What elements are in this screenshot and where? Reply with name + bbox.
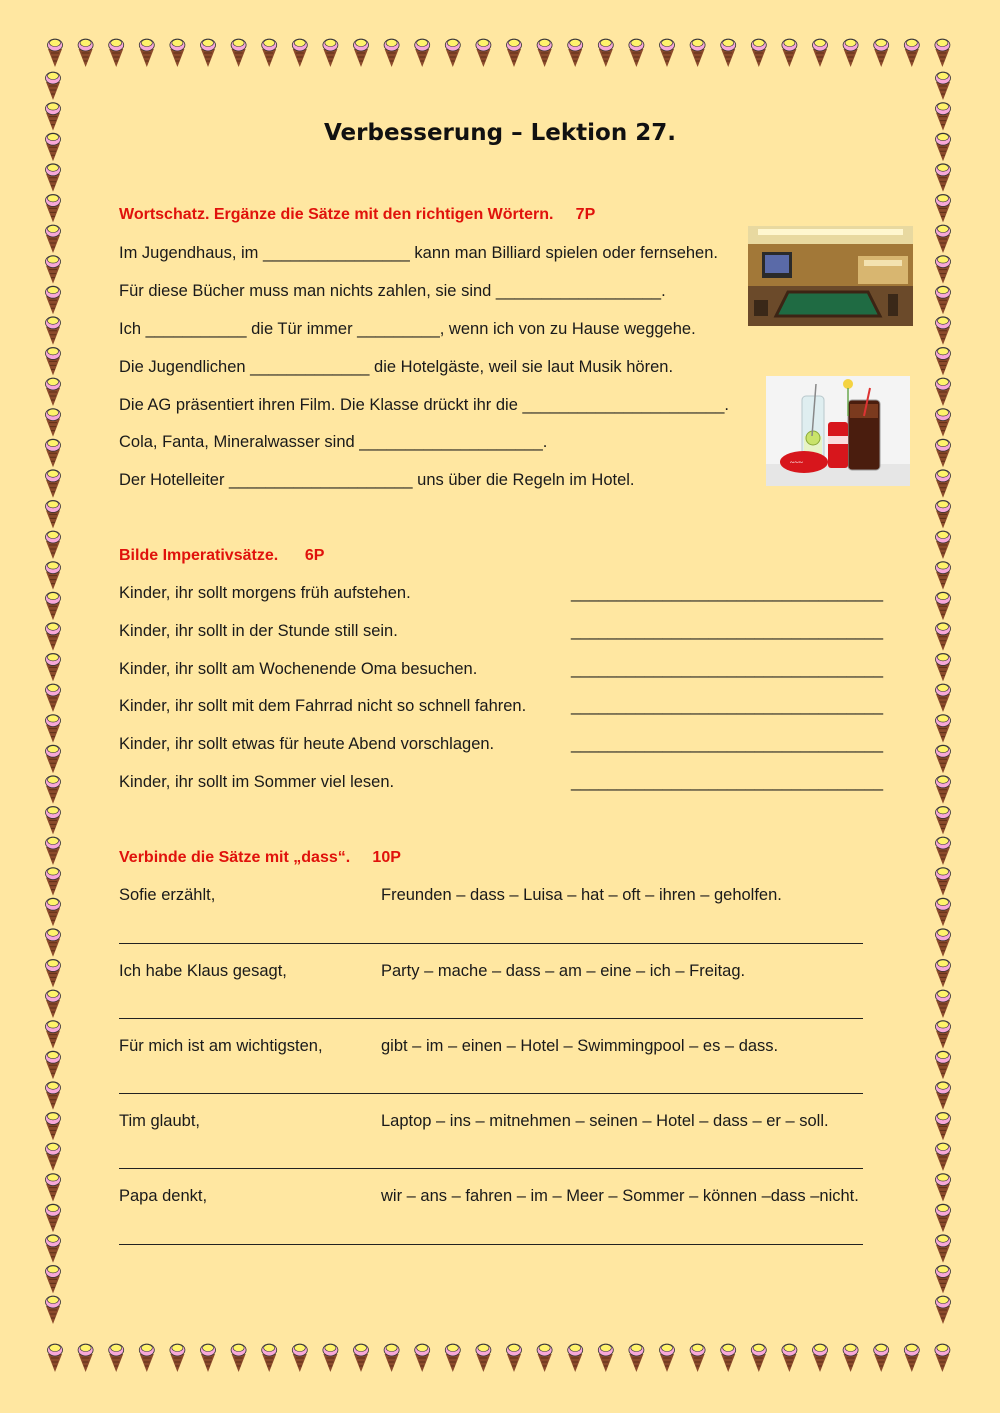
section1-heading: Wortschatz. Ergänze die Sätze mit den richtigen Wörtern. 7P bbox=[119, 206, 596, 223]
imperative-sentence-5: Kinder, ihr sollt etwas für heute Abend vorschlagen. bbox=[119, 735, 495, 753]
dass-start-3: Für mich ist am wichtigsten, bbox=[119, 1037, 323, 1055]
dass-answer-line-5[interactable] bbox=[119, 1244, 863, 1245]
section3-heading: Verbinde die Sätze mit „dass“. 10P bbox=[119, 849, 401, 866]
dass-answer-line-3[interactable] bbox=[119, 1093, 863, 1094]
imperative-answer-line-1[interactable]: __________________________________ bbox=[571, 584, 884, 602]
imperative-answer-line-5[interactable]: __________________________________ bbox=[571, 735, 884, 753]
imperative-sentence-6: Kinder, ihr sollt im Sommer viel lesen. bbox=[119, 773, 395, 791]
imperative-answer-line-2[interactable]: __________________________________ bbox=[571, 622, 884, 640]
imperative-sentence-4: Kinder, ihr sollt mit dem Fahrrad nicht so schnell fahren. bbox=[119, 697, 527, 715]
dass-words-5: wir – ans – fahren – im – Meer – Sommer – können –dass –nicht. bbox=[381, 1187, 859, 1205]
dass-answer-line-2[interactable] bbox=[119, 1018, 863, 1019]
vocab-sentence-4: Die Jugendlichen _____________ die Hotelgäste, weil sie laut Musik hören. bbox=[119, 358, 674, 376]
cola-drinks-photo bbox=[766, 376, 910, 486]
dass-words-4: Laptop – ins – mitnehmen – seinen – Hotel – dass – er – soll. bbox=[381, 1112, 829, 1130]
cola-label-graphic: ~~~ bbox=[790, 458, 803, 467]
dass-words-1: Freunden – dass – Luisa – hat – oft – ihren – geholfen. bbox=[381, 886, 782, 904]
vocab-sentence-7: Der Hotelleiter ____________________ uns über die Regeln im Hotel. bbox=[119, 471, 635, 489]
billiard-room-photo bbox=[748, 226, 913, 326]
vocab-sentence-5: Die AG präsentiert ihren Film. Die Klasse drückt ihr die ______________________. bbox=[119, 396, 729, 414]
vocab-sentence-6: Cola, Fanta, Mineralwasser sind ____________________. bbox=[119, 433, 548, 451]
dass-start-2: Ich habe Klaus gesagt, bbox=[119, 962, 287, 980]
dass-words-2: Party – mache – dass – am – eine – ich – Freitag. bbox=[381, 962, 746, 980]
imperative-answer-line-4[interactable]: __________________________________ bbox=[571, 697, 884, 715]
dass-start-5: Papa denkt, bbox=[119, 1187, 208, 1205]
imperative-sentence-1: Kinder, ihr sollt morgens früh aufstehen. bbox=[119, 584, 411, 602]
vocab-sentence-2: Für diese Bücher muss man nichts zahlen, sie sind __________________. bbox=[119, 282, 666, 300]
page-title: Verbesserung – Lektion 27. bbox=[324, 120, 676, 146]
dass-answer-line-1[interactable] bbox=[119, 943, 863, 944]
vocab-sentence-3: Ich ___________ die Tür immer _________, wenn ich von zu Hause weggehe. bbox=[119, 320, 696, 338]
imperative-answer-line-3[interactable]: __________________________________ bbox=[571, 660, 884, 678]
dass-answer-line-4[interactable] bbox=[119, 1168, 863, 1169]
imperative-answer-line-6[interactable]: __________________________________ bbox=[571, 773, 884, 791]
section2-heading: Bilde Imperativsätze. 6P bbox=[119, 547, 325, 564]
dass-start-1: Sofie erzählt, bbox=[119, 886, 216, 904]
dass-start-4: Tim glaubt, bbox=[119, 1112, 201, 1130]
imperative-sentence-3: Kinder, ihr sollt am Wochenende Oma besuchen. bbox=[119, 660, 478, 678]
vocab-sentence-1: Im Jugendhaus, im ________________ kann man Billiard spielen oder fernsehen. bbox=[119, 244, 718, 262]
dass-words-3: gibt – im – einen – Hotel – Swimmingpool – es – dass. bbox=[381, 1037, 779, 1055]
imperative-sentence-2: Kinder, ihr sollt in der Stunde still sein. bbox=[119, 622, 398, 640]
